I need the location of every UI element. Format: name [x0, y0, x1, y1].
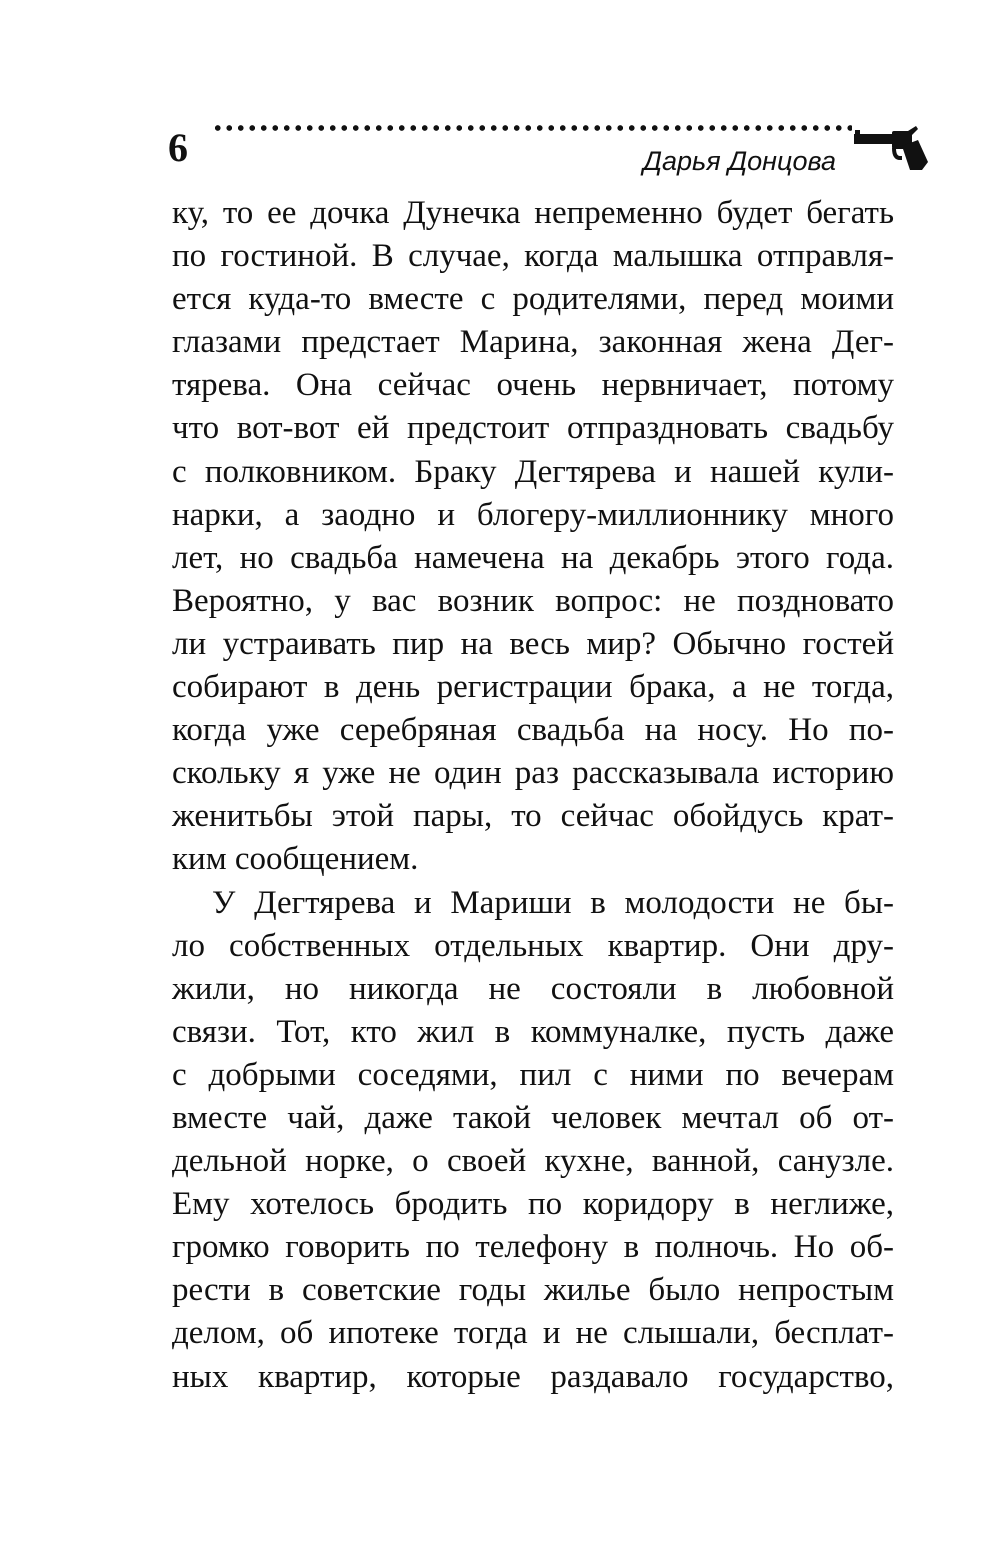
revolver-icon	[852, 126, 928, 172]
text-line: ким сообщением.	[172, 841, 419, 878]
text-line: ли устраивать пир на весь мир? Обычно гостей	[172, 625, 894, 662]
text-line: по гостиной. В случае, когда малышка отправля-	[172, 238, 894, 275]
text-line: рести в советские годы жилье было непростым	[172, 1272, 894, 1309]
text-line: дельной норке, о своей кухне, ванной, санузле.	[172, 1143, 894, 1180]
text-line: что вот-вот ей предстоит отпраздновать свадьбу	[172, 410, 894, 447]
text-line: связи. Тот, кто жил в коммуналке, пусть даже	[172, 1013, 894, 1050]
text-line: делом, об ипотеке тогда и не слышали, бесплат-	[172, 1315, 894, 1352]
page-number: 6	[168, 125, 188, 170]
text-line: когда уже серебряная свадьба на носу. Но по-	[172, 712, 894, 749]
body-text	[172, 192, 894, 1399]
text-line: ку, то ее дочка Дунечка непременно будет бегать	[172, 195, 894, 231]
author-name: Дарья Донцова	[642, 146, 836, 176]
text-line: ло собственных отдельных квартир. Они дру-	[172, 927, 894, 964]
text-line: скольку я уже не один раз рассказывала историю	[172, 755, 894, 792]
text-line: с добрыми соседями, пил с ними по вечерам	[172, 1056, 894, 1093]
text-line: нарки, а заодно и блогеру-миллионнику много	[172, 496, 894, 533]
text-line: ных квартир, которые раздавало государство,	[172, 1358, 894, 1395]
running-header	[168, 118, 928, 198]
text-line: Ему хотелось бродить по коридору в неглиже,	[172, 1186, 894, 1223]
text-line: Вероятно, у вас возник вопрос: не поздновато	[172, 582, 894, 619]
text-line: жили, но никогда не состояли в любовной	[172, 970, 894, 1007]
text-line: с полковником. Браку Дегтярева и нашей кули-	[172, 453, 894, 490]
dotted-rule	[212, 118, 852, 138]
text-line: лет, но свадьба намечена на декабрь этого года.	[172, 539, 894, 576]
text-line: У Дегтярева и Мариши в молодости не бы-	[212, 884, 894, 921]
text-line: ется куда-то вместе с родителями, перед моими	[172, 281, 894, 318]
text-line: глазами предстает Марина, законная жена Дег-	[172, 324, 894, 361]
text-line: тярева. Она сейчас очень нервничает, потому	[172, 367, 894, 404]
text-line: вместе чай, даже такой человек мечтал об от-	[172, 1099, 894, 1136]
text-line: громко говорить по телефону в полночь. Но об-	[172, 1229, 894, 1266]
text-line: женитьбы этой пары, то сейчас обойдусь крат-	[172, 798, 894, 835]
text-line: собирают в день регистрации брака, а не тогда,	[172, 669, 894, 706]
